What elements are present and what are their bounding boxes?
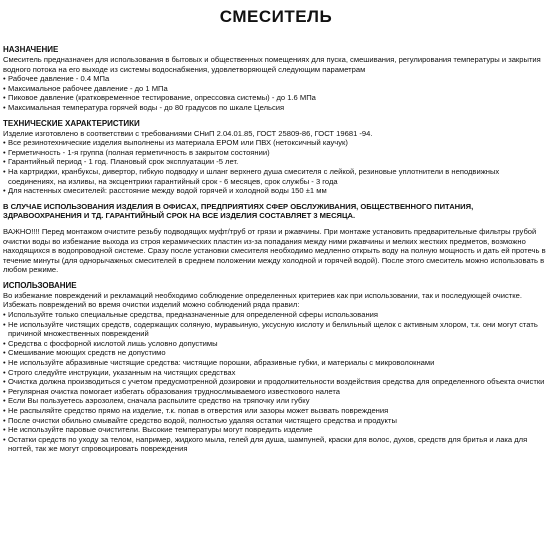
purpose-item: • Максимальное рабочее давление - до 1 МПа <box>3 84 549 94</box>
purpose-section <box>3 45 549 113</box>
usage-item: • Не используйте абразивные чистящие средства: чистящие порошки, абразивные губки, и материалы с микроволокнами <box>3 358 549 368</box>
specs-item: • Для настенных смесителей: расстояние между водой горячей и холодной воды 150 ±1 мм <box>3 186 549 196</box>
usage-item: • Строго следуйте инструкции, указанным на чистящих средствах <box>3 368 549 378</box>
purpose-item: • Максимальная температура горячей воды - до 80 градусов по шкале Цельсия <box>3 103 549 113</box>
specs-text: Изделие изготовлено в соответствии с требованиями СНиП 2.04.01.85, ГОСТ 25809-86, ГОСТ 19681 -94. <box>3 128 373 138</box>
document-title: СМЕСИТЕЛЬ <box>219 7 333 26</box>
purpose-item: • Рабочее давление - 0.4 МПа <box>3 74 549 84</box>
usage-item: • Не распыляйте средство прямо на изделие, т.к. попав в отверстия или зазоры может вызвать повреждения <box>3 406 549 416</box>
usage-item: • Смешивание моющих средств не допустимо <box>3 348 549 358</box>
specs-item: • Герметичность - 1-я группа (полная герметичность в закрытом состоянии) <box>3 148 549 158</box>
specs-heading: ТЕХНИЧЕСКИЕ ХАРАКТЕРИСТИКИ <box>3 118 140 128</box>
usage-item: • Используйте только специальные средства, предназначенные для определенной сферы использования <box>3 310 549 320</box>
purpose-heading: НАЗНАЧЕНИЕ <box>3 45 59 54</box>
purpose-text: Смеситель предназначен для использования в бытовых и общественных помещениях для пуска, смешивания, регулирования температуры и закрытия водного потока на его выходе из системы водоснабжения, удовлетворяющей следующим параметрам <box>3 55 541 74</box>
important-note: ВАЖНО!!!! Перед монтажом очистите резьбу подводящих муфт/труб от грязи и ржавчины. При монтаже установить предварительные фильтры грубой очистки воды во избежание выхода из строя керамических пластин из-за попадания между ними ржавчины и мелких жестких предметов, возможно находящихся в водопроводной системе. Сразу после установки смесителя необходимо медленно открыть воду на полную мощность и дать ей протечь в течение минуты (для однорычажных смесителей в среднем положении между холодной и горячей водой). После этого смеситель можно использовать в любом режиме. <box>3 226 546 275</box>
usage-item: • Регулярная очистка помогает избегать образования труднослмываемого известкового налета <box>3 387 549 397</box>
usage-item: • Не используйте паровые очистители. Высокие температуры могут повредить изделие <box>3 425 549 435</box>
purpose-item: • Пиковое давление (кратковременное тестирование, опрессовка системы) - до 1.6 МПа <box>3 93 549 103</box>
usage-heading: ИСПОЛЬЗОВАНИЕ <box>3 280 77 290</box>
usage-item: • Остатки средств по уходу за телом, например, жидкого мыла, гелей для душа, шампуней, краски для волос, духов, средств для бритья и лака для ногтей, так же могут спровоцировать повреждения <box>3 435 549 454</box>
usage-text: Во избежание повреждений и рекламаций необходимо соблюдение определенных критериев как при использовании, так и последующей очистке. Избежать повреждений во время очистки изделий можно соблюдений ряда правил: <box>3 290 522 310</box>
warranty-note: В СЛУЧАЕ ИСПОЛЬЗОВАНИЯ ИЗДЕЛИЯ В ОФИСАХ, ПРЕДПРИЯТИЯХ СФЕР ОБСЛУЖИВАНИЯ, ОБЩЕСТВЕННОГО ПИТАНИЯ, ЗДРАВООХРАНЕНИЯ И ТД. ГАРАНТИЙНЫЙ СРОК НА ВСЕ ИЗДЕЛИЯ СОСТАВЛЯЕТ 3 МЕСЯЦА. <box>3 201 474 221</box>
usage-section <box>3 281 549 454</box>
usage-item: • Очистка должна производиться с учетом предусмотренной дозировки и продолжительности воздействия средства для определенного объекта очистки <box>3 377 549 387</box>
usage-item: • После очистки обильно смывайте средство водой, полностью удаляя остатки чистящего средства и продукты <box>3 416 549 426</box>
usage-item: • Не используйте чистящих средств, содержащих соляную, муравьиную, уксусную кислоту и белильный щелок с активным хлором, т.к. они могут стать причиной множественных повреждений <box>3 320 549 339</box>
usage-item: • Средства с фосфорной кислотой лишь условно допустимы <box>3 339 549 349</box>
specs-item: • Все резинотехнические изделия выполнены из материала EPOM или ПВХ (нетоксичный каучук) <box>3 138 549 148</box>
specs-section <box>3 119 549 196</box>
specs-item: • Гарантийный период - 1 год. Плановый срок эксплуатации -5 лет. <box>3 157 549 167</box>
specs-item: • На картриджи, кранбуксы, дивертор, гибкую подводку и шланг верхнего душа смесителя с лейкой, резиновые уплотнители в неподвижных соединениях, на изливы, на эксцентрики гарантийный срок - 6 месяцев, срок службы - 3 года <box>3 167 549 186</box>
usage-item: • Если Вы пользуетесь аэрозолем, сначала распылите средство на тряпочку или губку <box>3 396 549 406</box>
